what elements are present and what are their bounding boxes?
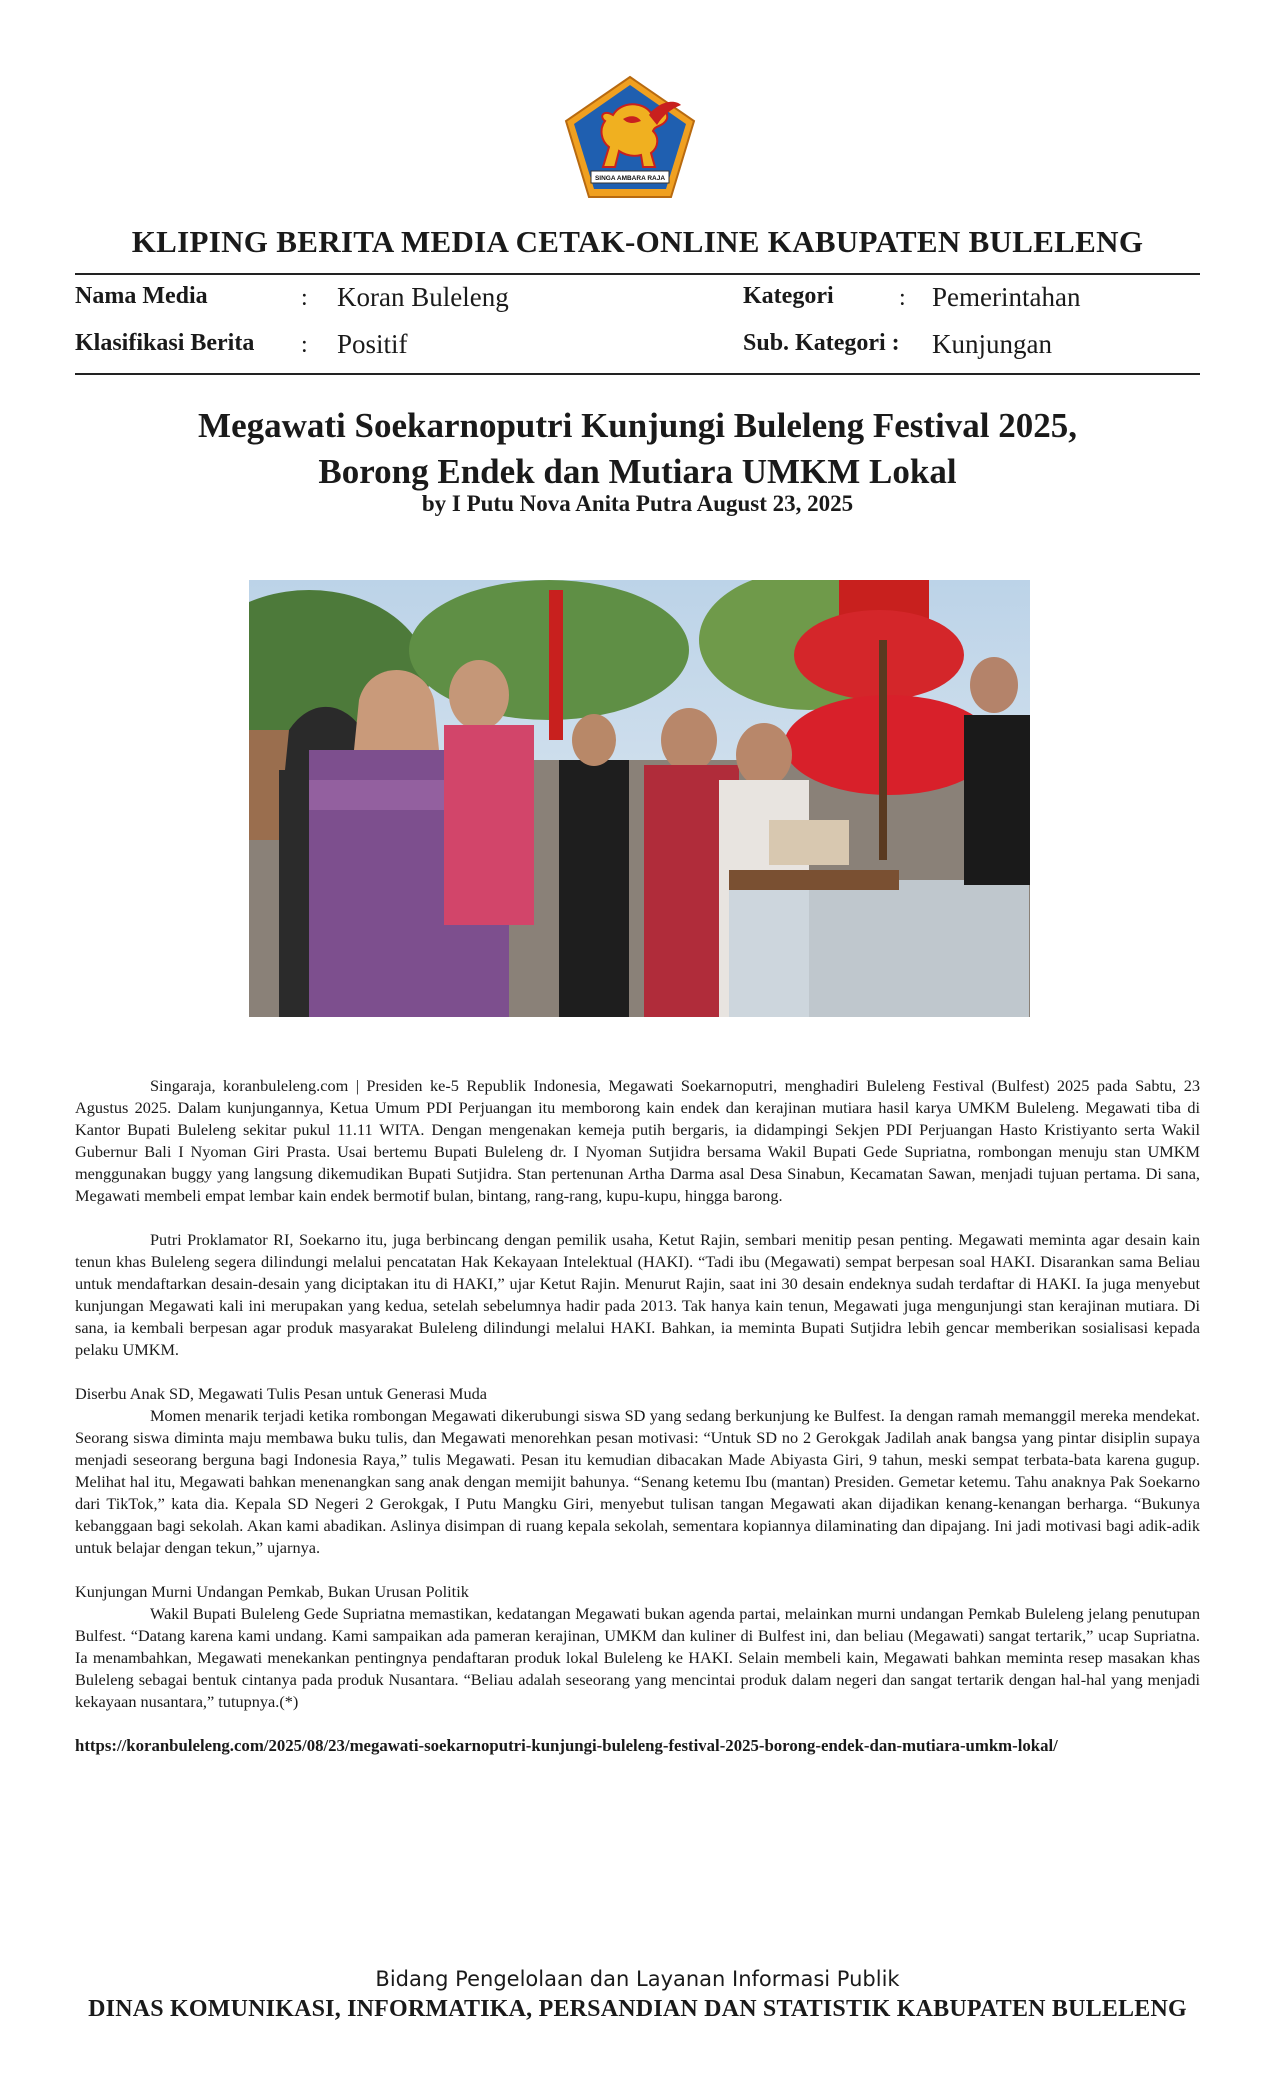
article-paragraph-2: Putri Proklamator RI, Soekarno itu, juga berbincang dengan pemilik usaha, Ketut Rajin, sembari menitip pesan penting. Megawati meminta agar desain kain tenun khas Buleleng segera dilindungi melalui pencatatan Hak Kekayaan Intelektual (HAKI). “Tadi ibu (Megawati) sempat berpesan soal HAKI. Disarankan sama Beliau untuk mendaftarkan desain-desain yang diciptakan itu di HAKI,” ujar Ketut Rajin. Menurut Rajin, saat ini 30 desain endeknya sudah terdaftar di HAKI. Ia juga menyebut kunjungan Megawati kali ini merupakan yang kedua, setelah sebelumnya hadir pada 2013. Tak hanya kain tenun, Megawati juga mengunjungi stan kerajinan mutiara. Di sana, ia kembali berpesan agar produk masyarakat Buleleng dilindungi melalui HAKI. Bahkan, ia meminta Bupati Sutjidra lebih gencar memberikan sosialisasi kepada pelaku UMKM. <box>75 1230 1200 1359</box>
kategori-label: Kategori <box>743 283 834 309</box>
kategori-colon: : <box>899 285 906 311</box>
media-label: Nama Media <box>75 283 208 309</box>
clipping-header-title: KLIPING BERITA MEDIA CETAK-ONLINE KABUPATEN BULELENG <box>131 224 1144 259</box>
kabupaten-buleleng-emblem-icon <box>563 75 697 199</box>
article-title-line-1: Megawati Soekarnoputri Kunjungi Buleleng Festival 2025, <box>198 406 1077 445</box>
emblem-motto: SINGA AMBARA RAJA <box>594 175 666 182</box>
article-subhead-2: Kunjungan Murni Undangan Pemkab, Bukan Urusan Politik <box>75 1582 469 1601</box>
subkategori-label: Sub. Kategori : <box>743 330 900 356</box>
klasifikasi-label: Klasifikasi Berita <box>75 330 255 356</box>
article-paragraph-1: Singaraja, koranbuleleng.com | Presiden ke-5 Republik Indonesia, Megawati Soekarnoputri, menghadiri Buleleng Festival (Bulfest) 2025 pada Sabtu, 23 Agustus 2025. Dalam kunjungannya, Ketua Umum PDI Perjuangan itu memborong kain endek dan kerajinan mutiara hasil karya UMKM Buleleng. Megawati tiba di Kantor Bupati Buleleng sekitar pukul 11.11 WITA. Dengan mengenakan kemeja putih bergaris, ia didampingi Sekjen PDI Perjuangan Hasto Kristiyanto serta Wakil Gubernur Bali I Nyoman Giri Prasta. Usai bertemu Bupati Buleleng dr. I Nyoman Sutjidra bersama Wakil Bupati Gede Supriatna, rombongan menuju stan UMKM menggunakan buggy yang langsung dikemudikan Bupati Sutjidra. Stan pertenunan Artha Darma asal Desa Sinabun, Kecamatan Sawan, menjadi tujuan pertama. Di sana, Megawati membeli empat lembar kain endek bermotif bulan, bintang, rang-rang, kupu-kupu, hingga barong. <box>75 1076 1200 1205</box>
source-url-link[interactable]: https://koranbuleleng.com/2025/08/23/megawati-soekarnoputri-kunjungi-buleleng-festival-2025-borong-endek-dan-mutiara-umkm-lokal/ <box>75 1736 1058 1755</box>
footer-agency: DINAS KOMUNIKASI, INFORMATIKA, PERSANDIAN DAN STATISTIK KABUPATEN BULELENG <box>88 1996 1187 2022</box>
article-paragraph-3: Momen menarik terjadi ketika rombongan Megawati dikerubungi siswa SD yang sedang berkunjung ke Bulfest. Ia dengan ramah memanggil mereka mendekat. Seorang siswa diminta maju membawa buku tulis, dan Megawati menorehkan pesan motivasi: “Untuk SD no 2 Gerokgak Jadilah anak bangsa yang pintar disiplin supaya menjadi seseorang berguna bagi Indonesia Raya,” tulis Megawati. Pesan itu kemudian dibacakan Made Abiyasta Giri, 9 tahun, meski sempat terbata-bata karena gugup. Melihat hal itu, Megawati bahkan menenangkan sang anak dengan memijit bahunya. “Senang ketemu Ibu (mantan) Presiden. Gemetar ketemu. Tahu anaknya Pak Soekarno dari TikTok,” kata dia. Kepala SD Negeri 2 Gerokgak, I Putu Mangku Giri, menyebut tulisan tangan Megawati akan dijadikan kenang-kenangan berharga. “Bukunya kebanggaan bagi sekolah. Akan kami abadikan. Aslinya disimpan di ruang kepala sekolah, sementara kopiannya dilaminating dan dipajang. Ini jadi motivasi bagi adik-adik untuk belajar dengan tekun,” ujarnya. <box>75 1406 1200 1557</box>
news-photo <box>249 580 1030 1017</box>
article-paragraph-4: Wakil Bupati Buleleng Gede Supriatna memastikan, kedatangan Megawati bukan agenda partai, melainkan murni undangan Pemkab Buleleng jelang penutupan Bulfest. “Datang karena kami undang. Kami sampaikan ada pameran kerajinan, UMKM dan kuliner di Bulfest ini, dan beliau (Megawati) sangat tertarik,” ucap Supriatna. Ia menambahkan, Megawati menekankan pentingnya pendaftaran produk lokal Buleleng ke HAKI. Selain membeli kain, Megawati bahkan meminta resep masakan khas Buleleng sebagai bentuk cintanya pada produk Nusantara. “Beliau adalah seseorang yang mencintai produk dalam negeri dan sangat tertarik dengan hal-hal yang menjadi kekayaan nusantara,” tutupnya.(*) <box>75 1604 1200 1711</box>
header-top-rule <box>75 273 1200 275</box>
footer-division: Bidang Pengelolaan dan Layanan Informasi Publik <box>375 1967 900 1991</box>
klasifikasi-value: Positif <box>337 329 408 359</box>
article-subhead-1: Diserbu Anak SD, Megawati Tulis Pesan untuk Generasi Muda <box>75 1384 487 1403</box>
media-colon: : <box>301 285 308 311</box>
article-title <box>0 403 1275 495</box>
media-value: Koran Buleleng <box>337 282 509 312</box>
subkategori-value: Kunjungan <box>932 329 1052 359</box>
klasifikasi-colon: : <box>301 332 308 358</box>
article-byline: by I Putu Nova Anita Putra August 23, 2025 <box>421 491 854 516</box>
article-title-line-2: Borong Endek dan Mutiara UMKM Lokal <box>318 452 957 491</box>
kategori-value: Pemerintahan <box>932 282 1081 312</box>
header-bottom-rule <box>75 373 1200 375</box>
article-body <box>75 1075 1200 1757</box>
